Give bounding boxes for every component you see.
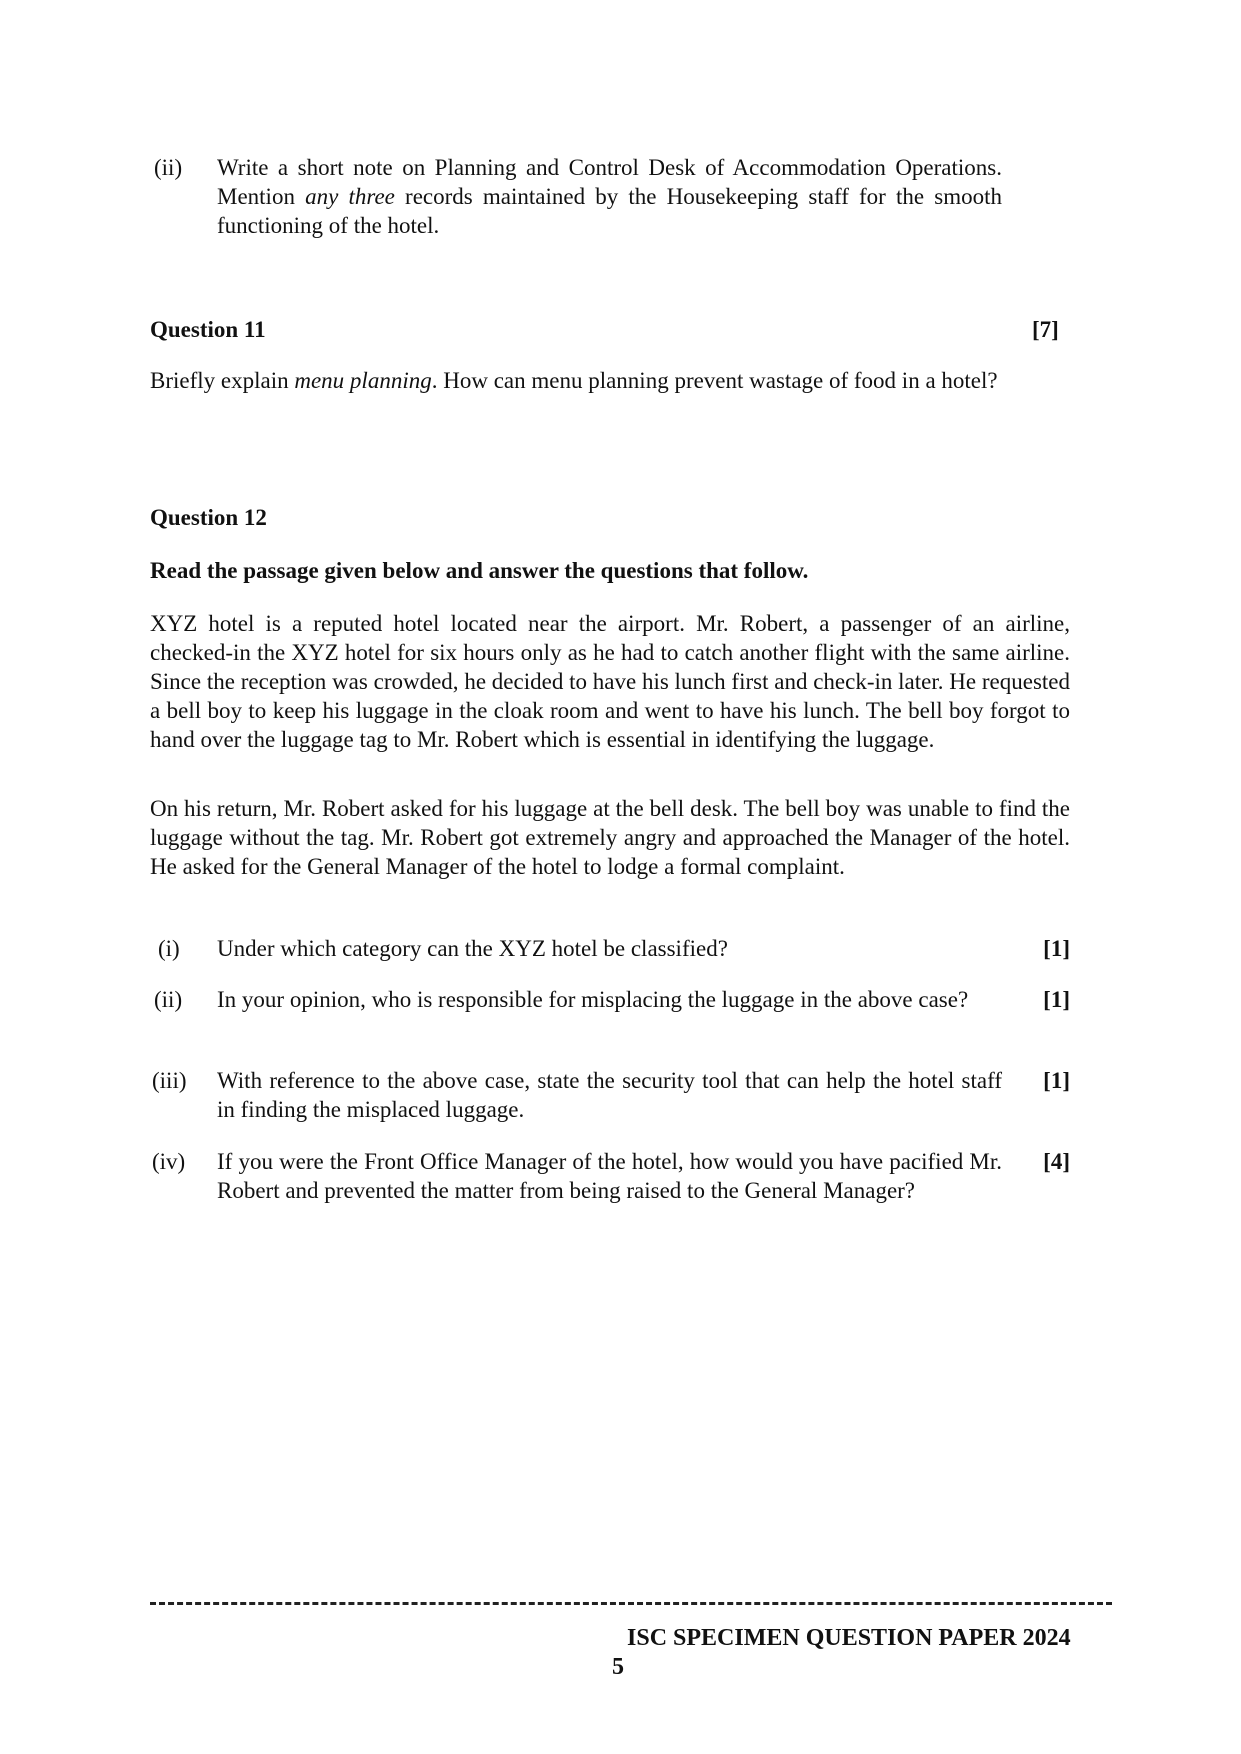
q10-part-ii-label: (ii)	[154, 155, 183, 180]
q12-passage-1: XYZ hotel is a reputed hotel located near the airport. Mr. Robert, a passenger of an airline, checked-in the XYZ hotel for six hours only as he had to catch another flight with the same airline. Since the reception was crowded, he decided to have his lunch first and check-in later. He requested a bell boy to keep his luggage in the cloak room and went to have his lunch. The bell boy forgot to hand over the luggage tag to Mr. Robert which is essential in identifying the luggage.	[150, 611, 1070, 752]
q11-marks: [7]	[1032, 317, 1059, 342]
q12-subquestion-ii-marks: [1]	[1043, 987, 1070, 1012]
q12-heading: Question 12	[150, 505, 267, 530]
q12-subquestion-iii-marks: [1]	[1043, 1068, 1070, 1093]
q12-instruction: Read the passage given below and answer the questions that follow.	[150, 558, 809, 583]
q12-subquestion-iv-marks: [4]	[1043, 1149, 1070, 1174]
q11-text: Briefly explain menu planning. How can menu planning prevent wastage of food in a hotel?	[150, 368, 998, 393]
q10-part-ii-text: Write a short note on Planning and Control Desk of Accommodation Operations. Mention any three records maintained by the Housekeeping staff for the smooth functioning of the hotel.	[217, 155, 1002, 238]
footer-title: ISC SPECIMEN QUESTION PAPER 2024	[627, 1625, 1071, 1651]
q12-subquestion-iii-label: (iii)	[152, 1068, 187, 1093]
q12-subquestion-ii-label: (ii)	[154, 987, 183, 1012]
q12-passage-2: On his return, Mr. Robert asked for his luggage at the bell desk. The bell boy was unable to find the luggage without the tag. Mr. Robert got extremely angry and approached the Manager of the hotel. He asked for the General Manager of the hotel to lodge a formal complaint.	[150, 796, 1070, 879]
page-number: 5	[612, 1654, 624, 1680]
footer-divider	[150, 1602, 1112, 1605]
q12-subquestion-i-text: Under which category can the XYZ hotel be classified?	[217, 936, 728, 961]
q12-subquestion-ii-text: In your opinion, who is responsible for misplacing the luggage in the above case?	[217, 987, 969, 1012]
q11-heading: Question 11	[150, 317, 266, 342]
q12-subquestion-i-label: (i)	[158, 936, 180, 961]
q12-subquestion-i-marks: [1]	[1043, 936, 1070, 961]
q12-subquestion-iii-text: With reference to the above case, state the security tool that can help the hotel staff in finding the misplaced luggage.	[217, 1068, 1002, 1122]
q12-subquestion-iv-text: If you were the Front Office Manager of the hotel, how would you have pacified Mr. Robert and prevented the matter from being raised to the General Manager?	[217, 1149, 1002, 1203]
q12-subquestion-iv-label: (iv)	[152, 1149, 186, 1174]
